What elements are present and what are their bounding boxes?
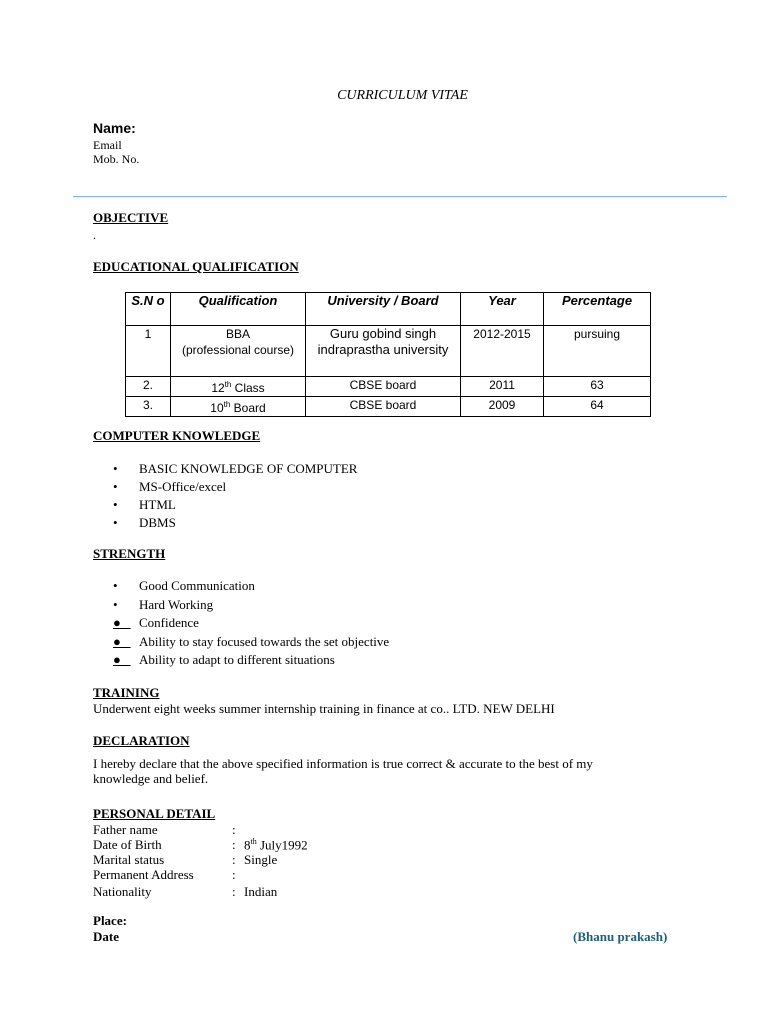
strength-list [93,577,389,670]
detail-label: Permanent Address [93,867,194,882]
bullet-icon: • [113,497,118,512]
cell-year: 2012-2015 [461,326,544,377]
signature: (Bhanu prakash) [573,929,668,944]
cell-qualification: 12th Class [171,377,306,397]
cell-board: CBSE board [306,397,461,417]
detail-value: Indian [244,884,278,899]
education-table [125,292,651,417]
list-item: • DBMS [113,515,176,530]
bullet-icon: • [113,515,118,530]
list-item: • Good Communication [113,578,255,593]
detail-value: 8th July1992 [244,837,308,853]
list-item: • BASIC KNOWLEDGE OF COMPUTER [113,461,358,476]
list-item: ● Ability to adapt to different situations [113,652,335,667]
bullet-icon: ● [113,633,131,649]
personal-heading: PERSONAL DETAIL [93,806,216,821]
objective-heading: OBJECTIVE [93,210,169,225]
bullet-icon: • [113,596,118,612]
cell-percentage: 64 [544,397,651,417]
bullet-icon: • [113,461,118,476]
detail-label: Date of Birth [93,837,162,852]
table-header-row [126,293,651,326]
cell-year: 2009 [461,397,544,417]
cell-qualification: 10th Board [171,397,306,417]
personal-details: Father name : Date of Birth : 8th July1992 Marital status : Single Permanent Address : Nationality : Indian [93,822,308,899]
bullet-icon: ● [113,652,131,667]
declaration-heading: DECLARATION [93,733,190,748]
detail-label: Father name [93,822,158,837]
column-header-year: Year [461,293,544,326]
name-label: Name: [93,120,136,136]
column-header-percentage: Percentage [544,293,651,326]
bullet-icon: ● [113,615,131,630]
column-header-sno: S.N o [126,293,171,326]
cell-percentage: 63 [544,377,651,397]
declaration-text: I hereby declare that the above specified information is true correct & accurate to the best of my knowledge and belief. [93,756,593,786]
objective-text: . [93,228,96,242]
place-label: Place: [93,913,127,928]
email-label: Email [93,138,122,152]
list-item: ● Ability to stay focused towards the set objective [113,633,390,649]
list-item: • MS-Office/excel [113,479,227,494]
qualification-note: (professional course) [181,343,295,357]
computer-heading: COMPUTER KNOWLEDGE [93,428,261,443]
education-heading: EDUCATIONAL QUALIFICATION [93,259,299,274]
cell-board: Guru gobind singh indraprastha university [306,326,461,377]
document-title: CURRICULUM VITAE [337,88,468,103]
training-text: Underwent eight weeks summer internship training in finance at co.. LTD. NEW DELHI [93,701,555,716]
list-item: • HTML [113,497,176,512]
mobile-label: Mob. No. [93,152,140,166]
training-heading: TRAINING [93,685,160,700]
list-item: • Hard Working [113,596,214,612]
table-row [126,326,651,377]
detail-label: Nationality [93,884,152,899]
cell-year: 2011 [461,377,544,397]
table-row [126,397,651,417]
date-label: Date [93,929,119,944]
column-header-board: University / Board [306,293,461,326]
list-item: ● Confidence [113,615,199,630]
cell-board: CBSE board [306,377,461,397]
cell-qualification [171,326,306,377]
column-header-qualification: Qualification [171,293,306,326]
cell-percentage: pursuing [544,326,651,377]
cell-sno: 1 [126,326,171,377]
bullet-icon: • [113,578,118,593]
qualification-main: BBA [225,327,250,341]
detail-label: Marital status [93,852,165,867]
strength-heading: STRENGTH [93,546,166,561]
cell-sno: 3. [126,397,171,417]
header-divider [73,196,727,197]
computer-list [93,460,357,532]
bullet-icon: • [113,479,118,494]
cell-sno: 2. [126,377,171,397]
table-row [126,377,651,397]
detail-value: Single [244,852,278,867]
